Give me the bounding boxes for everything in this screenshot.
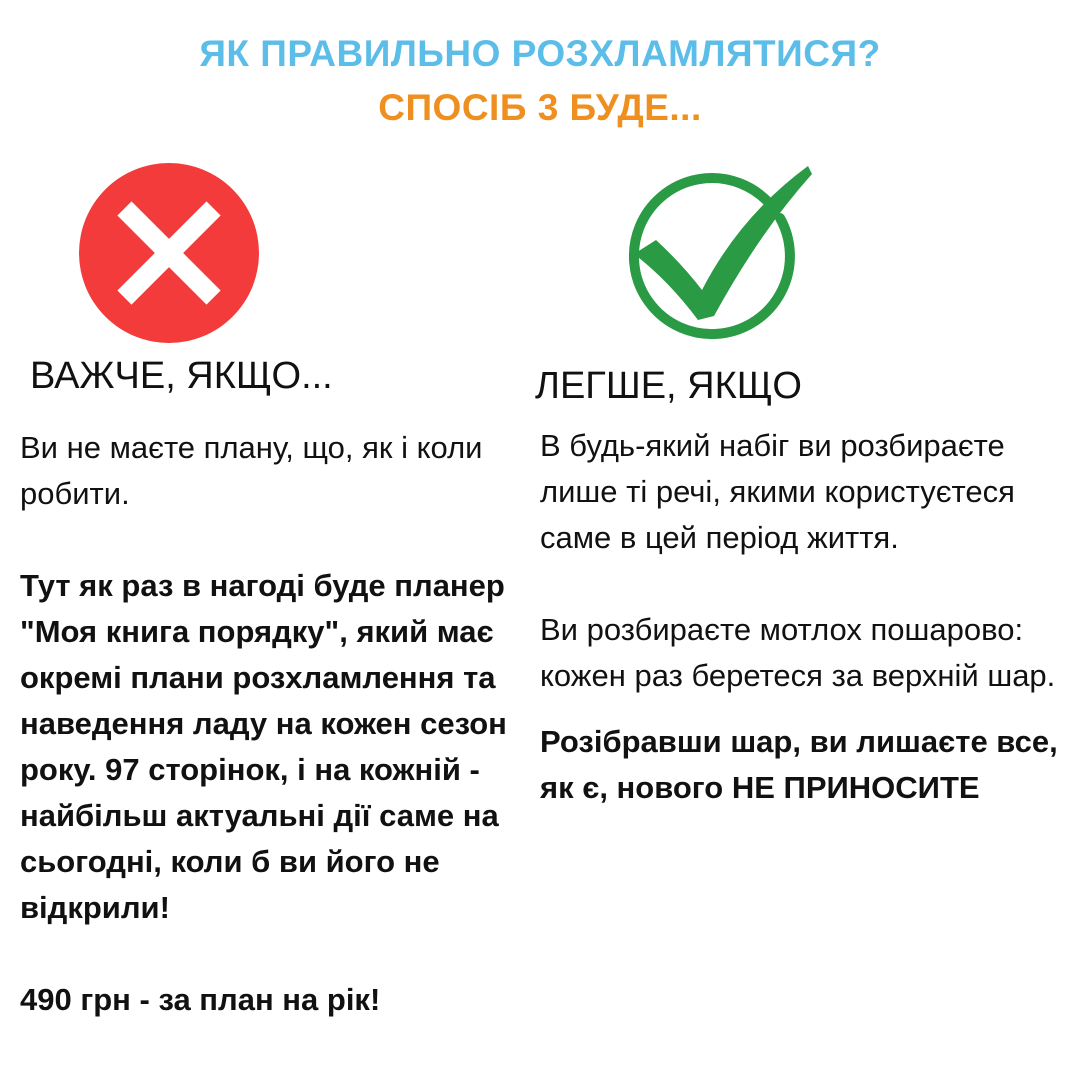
left-paragraph-price: 490 грн - за план на рік! (20, 982, 381, 1017)
checkmark-icon (610, 162, 812, 348)
left-column (20, 425, 510, 1023)
right-column (540, 423, 1070, 811)
page-subtitle: СПОСІБ 3 БУДЕ... (378, 87, 702, 128)
cross-icon (78, 162, 260, 344)
left-paragraph-no-plan: Ви не маєте плану, що, як і коли робити. (20, 430, 483, 511)
page-title: ЯК ПРАВИЛЬНО РОЗХЛАМЛЯТИСЯ? (199, 33, 881, 74)
right-paragraph-layers: Ви розбираєте мотлох пошарово: кожен раз беретеся за верхній шар. (540, 612, 1056, 693)
heading-harder: ВАЖЧЕ, ЯКЩО... (30, 355, 333, 397)
right-paragraph-no-new: Розібравши шар, ви лишаєте все, як є, нового НЕ ПРИНОСИТЕ (540, 724, 1058, 805)
left-paragraph-planner-promo: Тут як раз в нагоді буде планер "Моя книга порядку", який має окремі плани розхламлення та наведення ладу на кожен сезон року. 97 сторінок, і на кожній - найбільш актуальні дії саме на сьогодні, коли б ви його не відкрили! (20, 568, 507, 925)
right-paragraph-current-items: В будь-який набіг ви розбираєте лише ті речі, якими користуєтеся саме в цей період життя. (540, 428, 1015, 555)
heading-easier: ЛЕГШЕ, ЯКЩО (535, 365, 802, 407)
